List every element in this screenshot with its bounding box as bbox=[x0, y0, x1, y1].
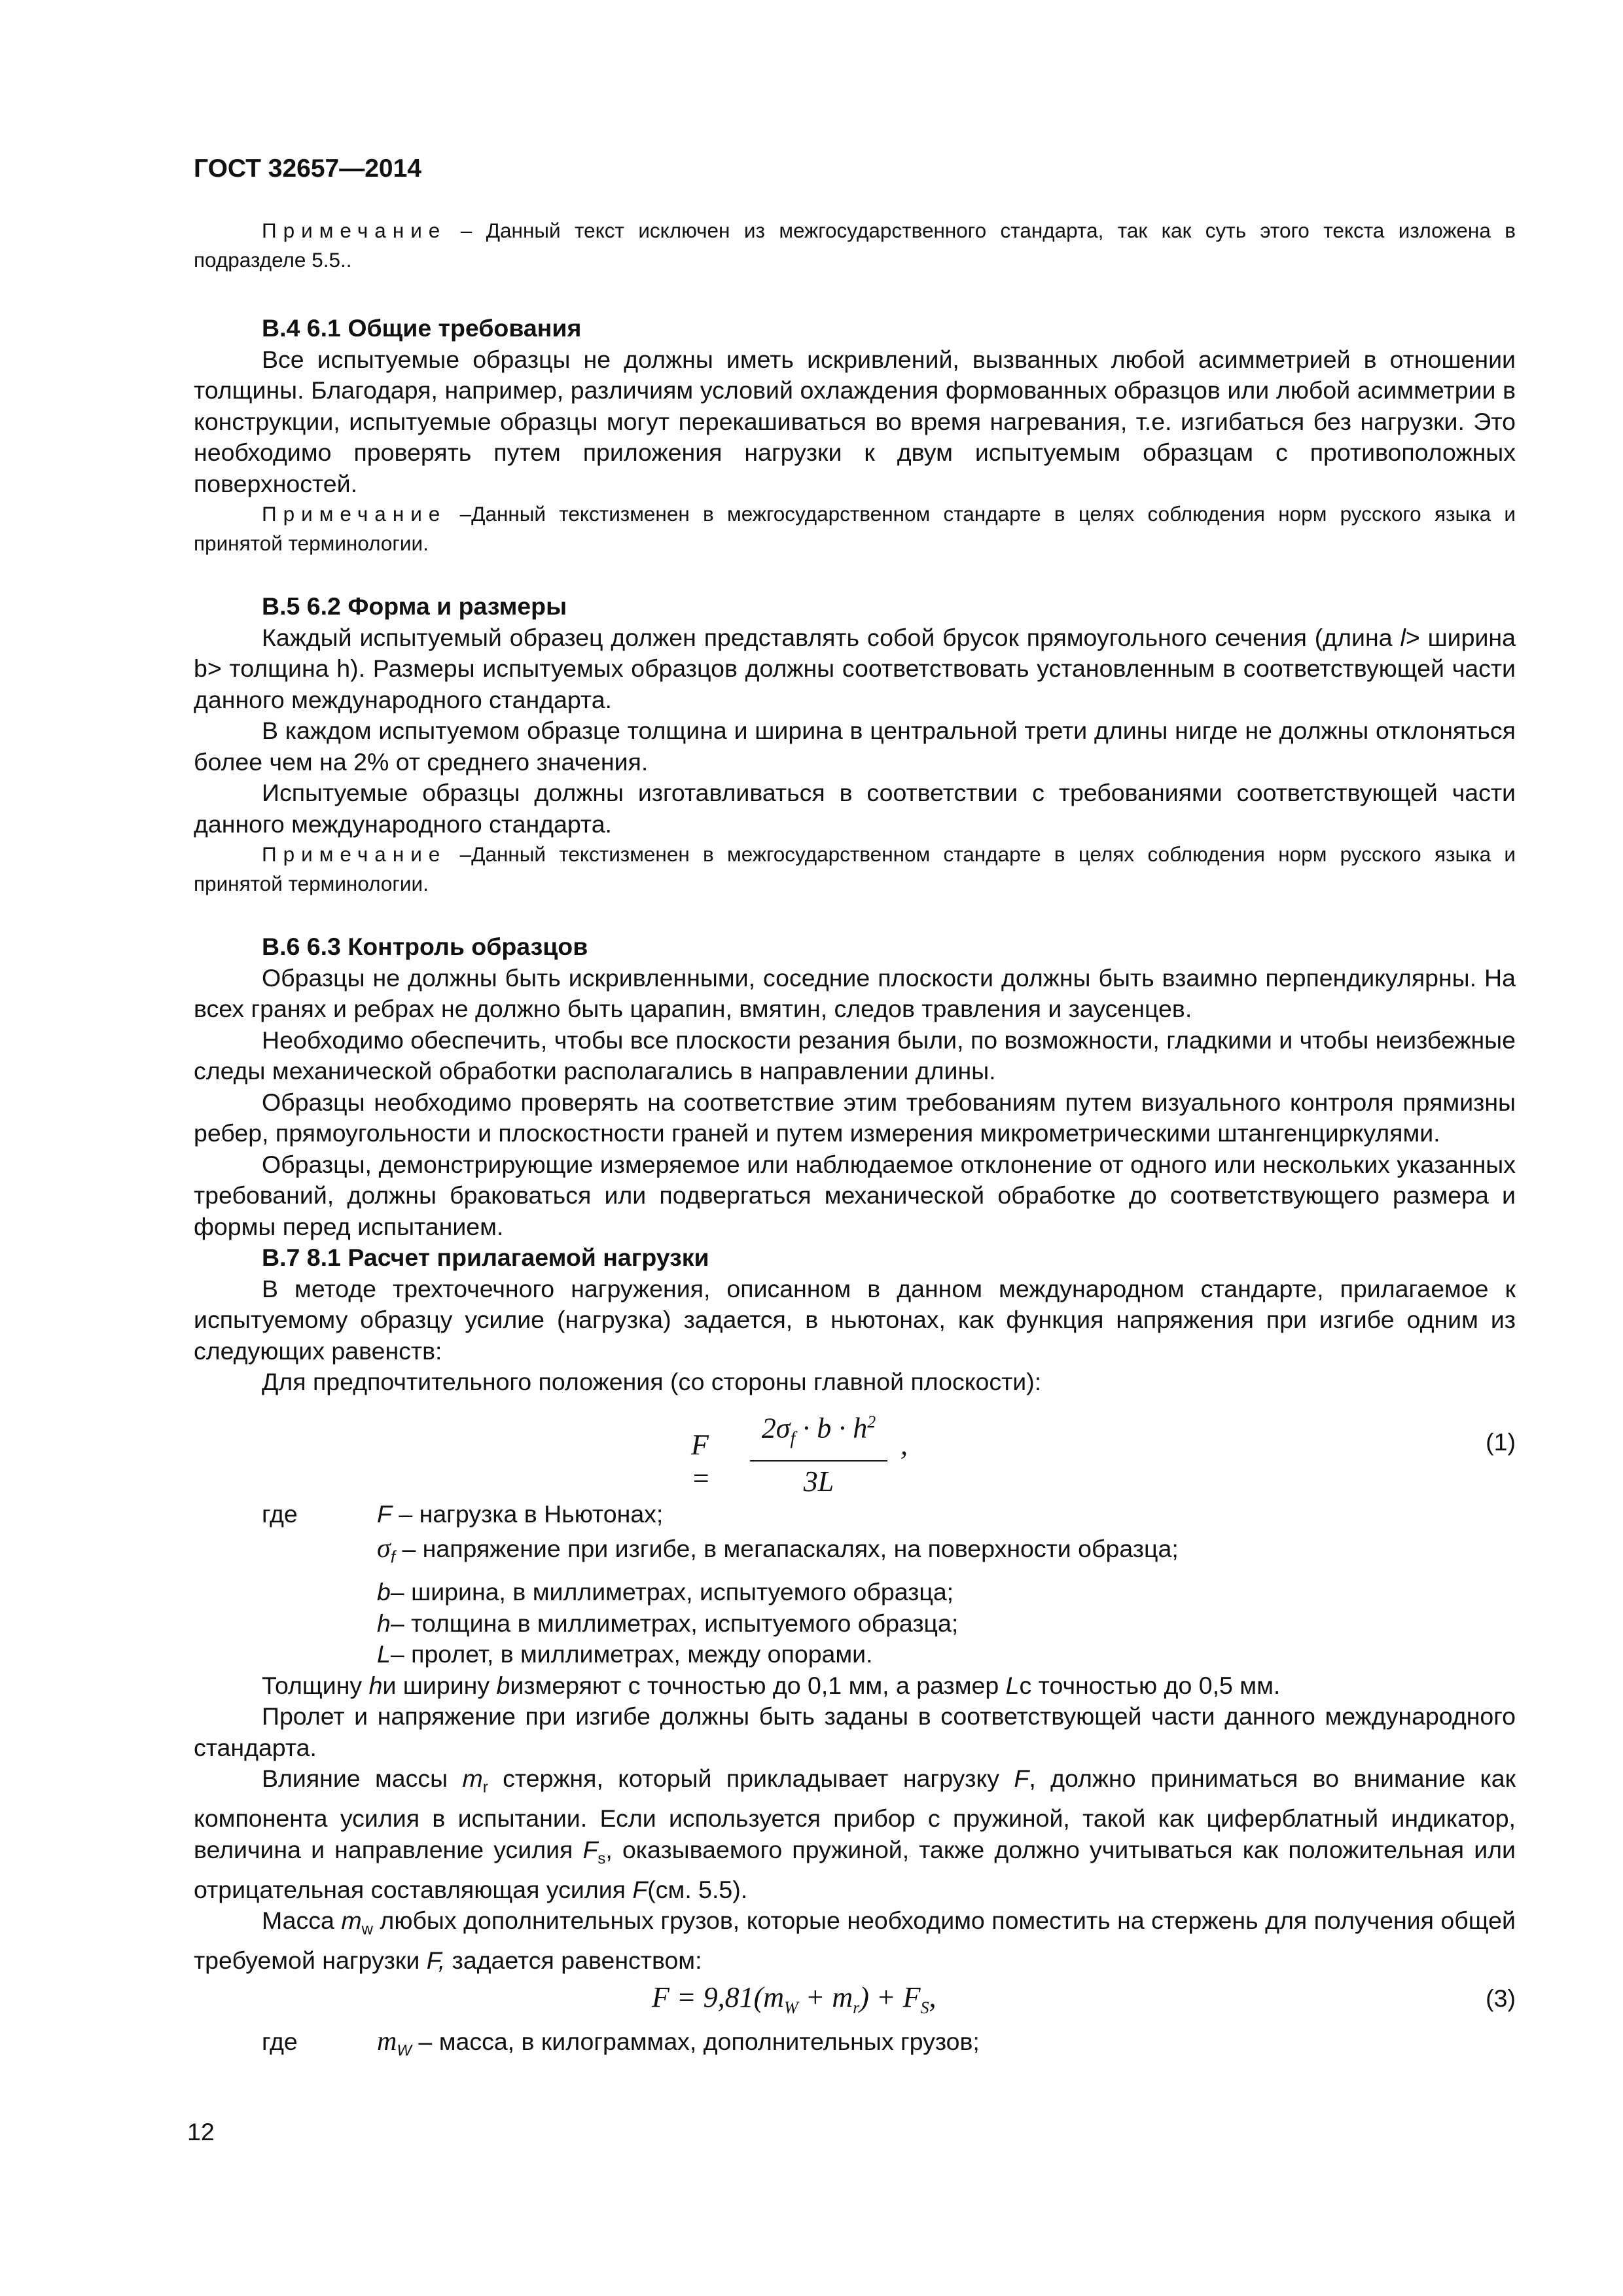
paragraph: Испытуемые образцы должны изготавливаться в соответствии с требованиями соответствующей части данного международного стандарта. bbox=[194, 779, 1516, 838]
document-body bbox=[194, 216, 1516, 2066]
paragraph: В каждом испытуемом образце толщина и ширина в центральной трети длины нигде не должны отклоняться более чем на 2% от среднего значения. bbox=[194, 717, 1516, 776]
formula-3: $F = 9,81(m_W + m_r) + F_S$, (3) bbox=[652, 1981, 1516, 2017]
paragraph: Толщину hи ширину bизмеряют с точностью до 0,1 мм, а размер Lс точностью до 0,5 мм. bbox=[262, 1671, 1281, 1699]
paragraph: Образцы необходимо проверять на соответствие этим требованиям путем визуального контроля прямизны ребер, прямоугольности и плоскостности граней и путем измерения микрометрическими штангенциркулями. bbox=[194, 1088, 1516, 1147]
note: Примечание –Данный текстизменен в межгосударственном стандарте в целях соблюдения норм русского языка и принятой терминологии. bbox=[194, 502, 1516, 555]
section-heading: В.6 6.3 Контроль образцов bbox=[262, 933, 588, 960]
paragraph: Образцы не должны быть искривленными, соседние плоскости должны быть взаимно перпендикулярны. На всех гранях и ребрах не должно быть царапин, вмятин, следов травления и заусенцев. bbox=[194, 963, 1516, 1022]
paragraph: Образцы, демонстрирующие измеряемое или наблюдаемое отклонение от одного или нескольких указанных требований, должны браковаться или подвергаться механической обработке до соответствующего размера и формы перед испытанием. bbox=[194, 1150, 1516, 1240]
section-heading: В.4 6.1 Общие требования bbox=[262, 314, 582, 342]
definitions: где $m_W$ – масса, в килограммах, дополнительных грузов; bbox=[262, 2026, 980, 2059]
paragraph: В методе трехточечного нагружения, описанном в данном международном стандарте, прилагаемое к испытуемому образцу усилие (нагрузка) задается, в ньютонах, как функция напряжения при изгибе одним из следующих равенств: bbox=[194, 1274, 1516, 1365]
paragraph: Необходимо обеспечить, чтобы все плоскости резания были, по возможности, гладкими и чтобы неизбежные следы механической обработки располагались в направлении длины. bbox=[194, 1026, 1516, 1085]
note: Примечание –Данный текстизменен в межгосударственном стандарте в целях соблюдения норм русского языка и принятой терминологии. bbox=[194, 842, 1516, 895]
definitions: где F – нагрузка в Ньютонах; $\sigma_f$ – напряжение при изгибе, в мегапаскалях, на поверхности образца; b– ширина, в миллиметрах, испытуемого образца; h– толщина в миллиметрах, испытуемого образца; L– пролет, в миллиметрах, между опорами. bbox=[262, 1499, 1179, 1668]
formula-1: F = $\frac{2\sigma_f \cdot b \cdot h^2}{3L}$ , (1) bbox=[194, 1403, 1516, 1495]
paragraph: Пролет и напряжение при изгибе должны быть заданы в соответствующей части данного международного стандарта. bbox=[194, 1702, 1516, 1761]
equation-number: (1) bbox=[1486, 1427, 1516, 1456]
equation-number: (3) bbox=[1486, 1984, 1516, 2012]
paragraph: Влияние массы $m_r$ стержня, который прикладывает нагрузку F, должно приниматься во внимание как компонента усилия в испытании. Если используется прибор с пружиной, такой как циферблатный индикатор, величина и направление усилия $F_s$, оказываемого пружиной, также должно учитываться как положительная или отрицательная составляющая усилия F(см. 5.5). bbox=[194, 1765, 1516, 1903]
paragraph: Масса $m_w$ любых дополнительных грузов, которые необходимо поместить на стержень для получения общей требуемой нагрузки F, задается равенством: bbox=[194, 1907, 1516, 1974]
document-header: ГОСТ 32657—2014 bbox=[194, 154, 421, 183]
note-label: Примечание bbox=[262, 219, 447, 242]
paragraph: Все испытуемые образцы не должны иметь искривлений, вызванных любой асимметрией в отношении толщины. Благодаря, например, различиям условий охлаждения формованных образцов или любой асимметрии в конструкции, испытуемые образцы могут перекашиваться во время нагревания, т.е. изгибаться без нагрузки. Это необходимо проверять путем приложения нагрузки к двум испытуемым образцам с противоположных поверхностей. bbox=[194, 345, 1516, 497]
section-heading: В.5 6.2 Форма и размеры bbox=[262, 592, 567, 620]
note: Примечание – Данный текст исключен из межгосударственного стандарта, так как суть этого текста изложена в подразделе 5.5.. bbox=[194, 219, 1516, 272]
section-heading: В.7 8.1 Расчет прилагаемой нагрузки bbox=[262, 1244, 709, 1271]
paragraph: Для предпочтительного положения (со стороны главной плоскости): bbox=[262, 1368, 1042, 1395]
paragraph: Каждый испытуемый образец должен представлять собой брусок прямоугольного сечения (длина l> ширина b> толщина h). Размеры испытуемых образцов должны соответствовать установленным в соответствующей части данного международного стандарта. bbox=[194, 623, 1516, 713]
page-number: 12 bbox=[187, 2118, 215, 2145]
